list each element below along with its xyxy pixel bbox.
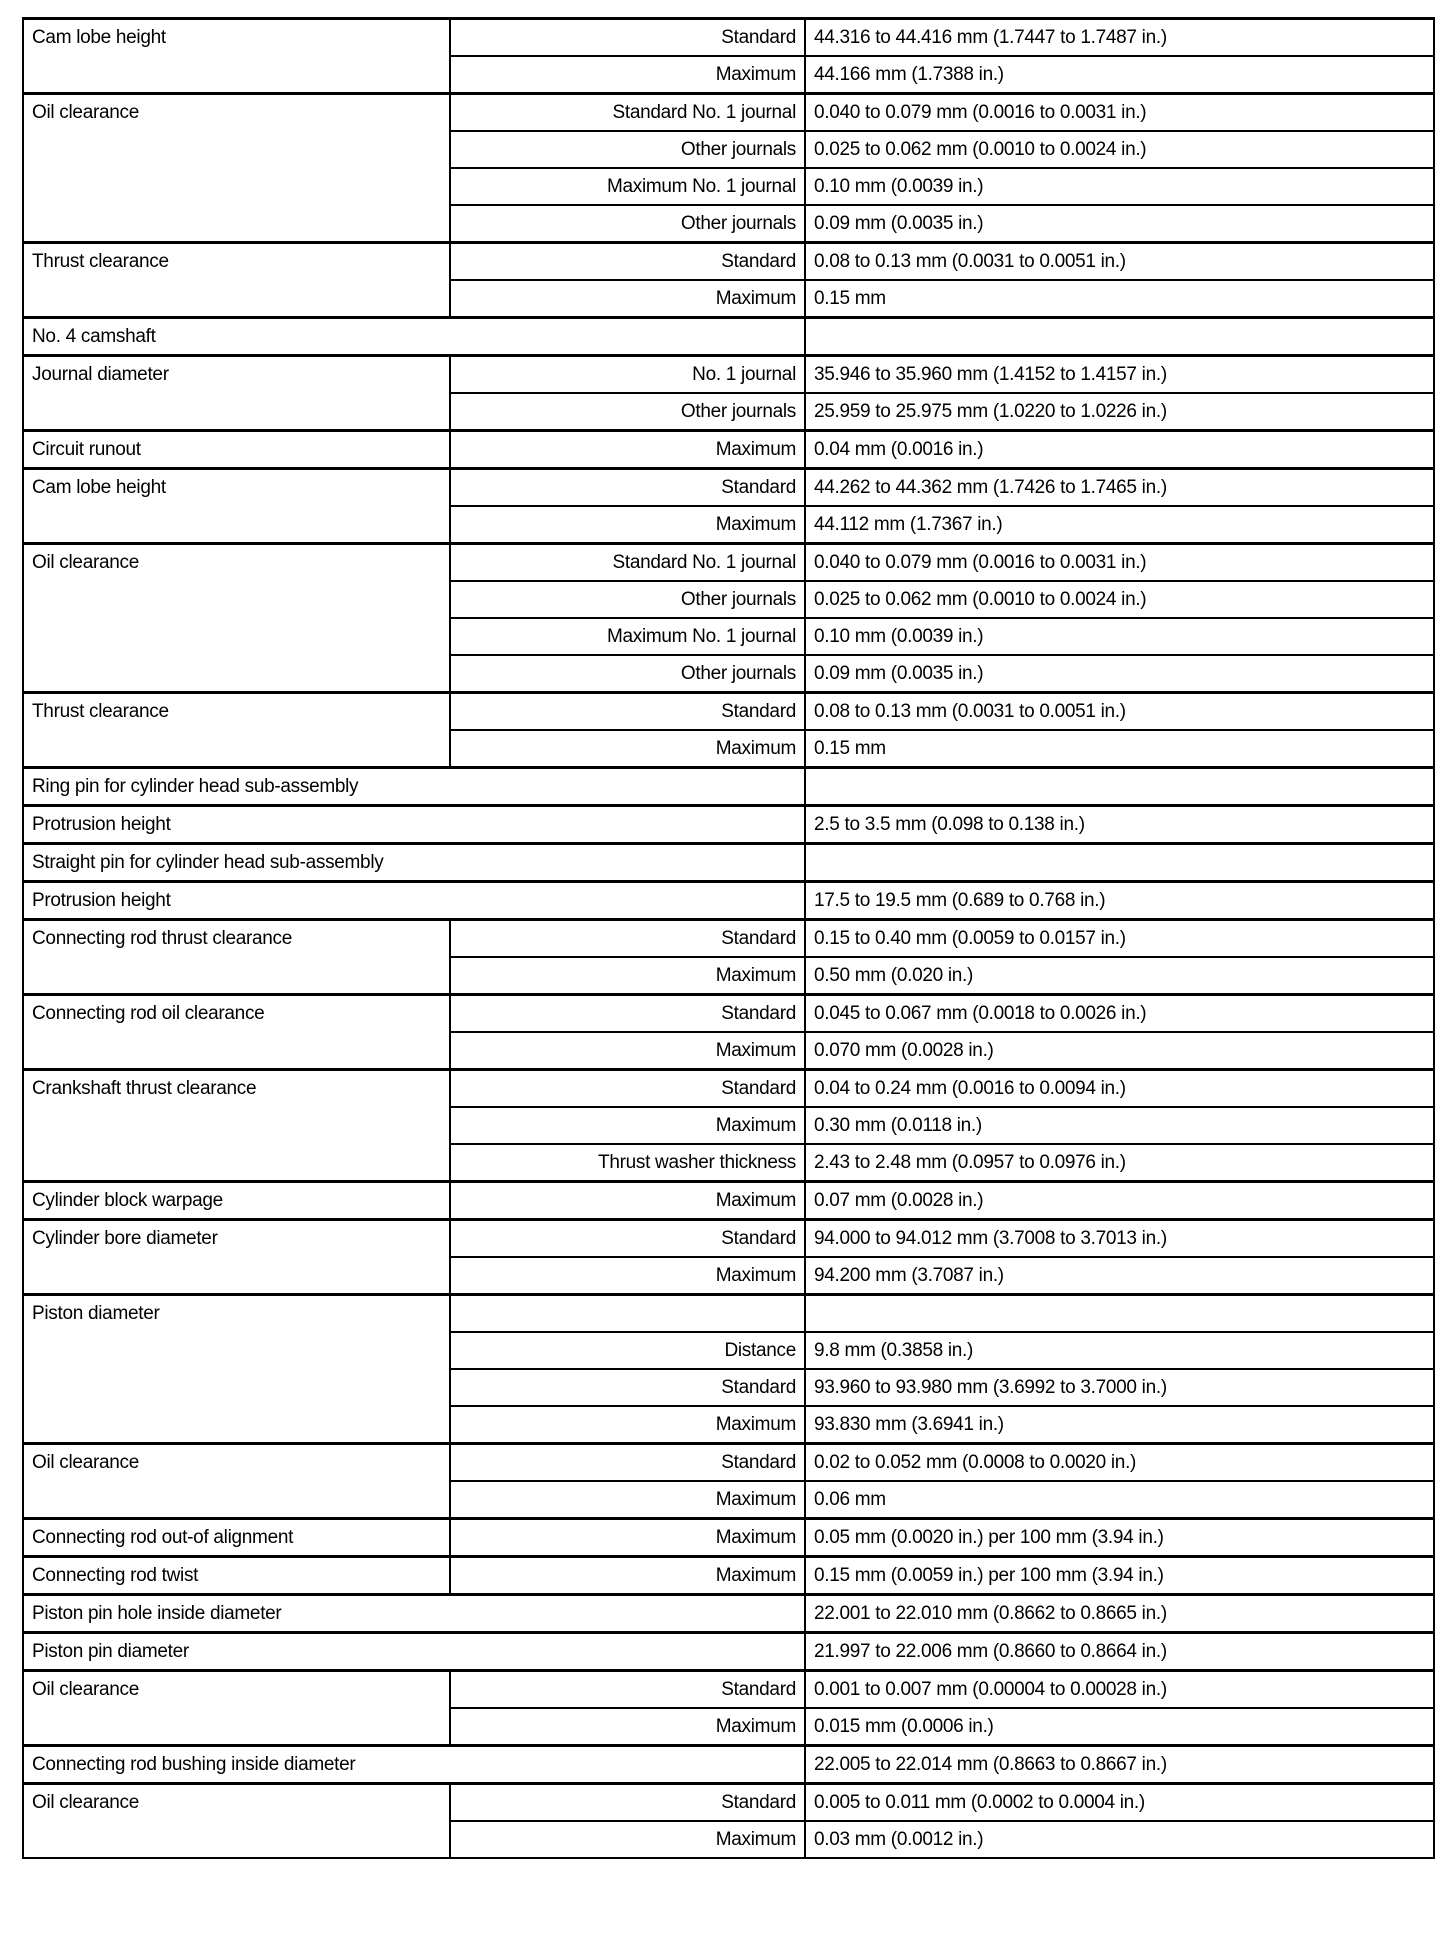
condition-label: Maximum (450, 280, 805, 318)
spec-value: 44.262 to 44.362 mm (1.7426 to 1.7465 in.) (805, 469, 1434, 507)
condition-label: No. 1 journal (450, 356, 805, 394)
spec-value: 0.09 mm (0.0035 in.) (805, 655, 1434, 693)
spec-value: 2.43 to 2.48 mm (0.0957 to 0.0976 in.) (805, 1144, 1434, 1182)
spec-value: 0.025 to 0.062 mm (0.0010 to 0.0024 in.) (805, 131, 1434, 168)
spec-value (805, 1295, 1434, 1333)
spec-value: 0.040 to 0.079 mm (0.0016 to 0.0031 in.) (805, 94, 1434, 132)
table-row (23, 1784, 1434, 1822)
spec-value: 35.946 to 35.960 mm (1.4152 to 1.4157 in.) (805, 356, 1434, 394)
table-row (23, 1295, 1434, 1333)
spec-value: 0.04 to 0.24 mm (0.0016 to 0.0094 in.) (805, 1070, 1434, 1108)
condition-label: Maximum (450, 431, 805, 469)
spec-value: 44.112 mm (1.7367 in.) (805, 506, 1434, 544)
spec-value: 93.960 to 93.980 mm (3.6992 to 3.7000 in.) (805, 1369, 1434, 1406)
table-row (23, 1746, 1434, 1784)
spec-value: 0.02 to 0.052 mm (0.0008 to 0.0020 in.) (805, 1444, 1434, 1482)
item-label: Cylinder block warpage (23, 1182, 450, 1220)
condition-label: Standard (450, 1070, 805, 1108)
item-label: Straight pin for cylinder head sub-assembly (23, 844, 805, 882)
item-label: Piston pin hole inside diameter (23, 1595, 805, 1633)
condition-label: Maximum (450, 56, 805, 94)
condition-label: Maximum (450, 1557, 805, 1595)
condition-label: Standard No. 1 journal (450, 544, 805, 582)
condition-label: Standard (450, 1671, 805, 1709)
item-label: Oil clearance (23, 1671, 450, 1746)
table-row (23, 94, 1434, 132)
spec-value: 22.001 to 22.010 mm (0.8662 to 0.8665 in.) (805, 1595, 1434, 1633)
condition-label: Maximum (450, 1032, 805, 1070)
table-row (23, 1182, 1434, 1220)
condition-label: Standard (450, 1784, 805, 1822)
item-label: Journal diameter (23, 356, 450, 431)
condition-label: Standard (450, 1220, 805, 1258)
item-label: Piston pin diameter (23, 1633, 805, 1671)
condition-label: Maximum (450, 1708, 805, 1746)
condition-label: Thrust washer thickness (450, 1144, 805, 1182)
table-row (23, 995, 1434, 1033)
item-label: Cylinder bore diameter (23, 1220, 450, 1295)
item-label: Thrust clearance (23, 243, 450, 318)
table-row (23, 806, 1434, 844)
spec-value: 0.04 mm (0.0016 in.) (805, 431, 1434, 469)
item-label: Thrust clearance (23, 693, 450, 768)
spec-value: 0.025 to 0.062 mm (0.0010 to 0.0024 in.) (805, 581, 1434, 618)
condition-label: Standard (450, 469, 805, 507)
condition-label: Maximum (450, 1519, 805, 1557)
condition-label: Maximum (450, 1821, 805, 1858)
condition-label (450, 1295, 805, 1333)
table-row (23, 920, 1434, 958)
table-row (23, 431, 1434, 469)
table-row (23, 1519, 1434, 1557)
condition-label: Standard (450, 920, 805, 958)
item-label: Connecting rod twist (23, 1557, 450, 1595)
spec-value: 9.8 mm (0.3858 in.) (805, 1332, 1434, 1369)
item-label: Cam lobe height (23, 19, 450, 94)
item-label: Connecting rod oil clearance (23, 995, 450, 1070)
condition-label: Other journals (450, 655, 805, 693)
condition-label: Maximum (450, 957, 805, 995)
table-row (23, 882, 1434, 920)
spec-value: 0.15 mm (805, 730, 1434, 768)
condition-label: Other journals (450, 131, 805, 168)
spec-value: 0.001 to 0.007 mm (0.00004 to 0.00028 in.) (805, 1671, 1434, 1709)
item-label: Oil clearance (23, 94, 450, 243)
table-row (23, 318, 1434, 356)
spec-value: 22.005 to 22.014 mm (0.8663 to 0.8667 in.) (805, 1746, 1434, 1784)
spec-value: 0.15 mm (805, 280, 1434, 318)
condition-label: Standard (450, 1444, 805, 1482)
spec-value: 93.830 mm (3.6941 in.) (805, 1406, 1434, 1444)
table-row (23, 1220, 1434, 1258)
condition-label: Standard (450, 693, 805, 731)
table-row (23, 19, 1434, 57)
spec-value: 0.040 to 0.079 mm (0.0016 to 0.0031 in.) (805, 544, 1434, 582)
specification-table-body (23, 19, 1434, 1859)
table-row (23, 469, 1434, 507)
table-row (23, 693, 1434, 731)
spec-value: 0.005 to 0.011 mm (0.0002 to 0.0004 in.) (805, 1784, 1434, 1822)
table-row (23, 356, 1434, 394)
spec-value: 0.03 mm (0.0012 in.) (805, 1821, 1434, 1858)
spec-value: 2.5 to 3.5 mm (0.098 to 0.138 in.) (805, 806, 1434, 844)
spec-value: 94.000 to 94.012 mm (3.7008 to 3.7013 in.) (805, 1220, 1434, 1258)
spec-value: 0.15 mm (0.0059 in.) per 100 mm (3.94 in.) (805, 1557, 1434, 1595)
item-label: Protrusion height (23, 882, 805, 920)
spec-value: 0.15 to 0.40 mm (0.0059 to 0.0157 in.) (805, 920, 1434, 958)
spec-value (805, 318, 1434, 356)
table-row (23, 1595, 1434, 1633)
spec-value: 0.10 mm (0.0039 in.) (805, 618, 1434, 655)
table-row (23, 768, 1434, 806)
spec-value: 94.200 mm (3.7087 in.) (805, 1257, 1434, 1295)
condition-label: Standard No. 1 journal (450, 94, 805, 132)
table-row (23, 844, 1434, 882)
table-row (23, 1070, 1434, 1108)
table-row (23, 1557, 1434, 1595)
item-label: Oil clearance (23, 544, 450, 693)
spec-value: 17.5 to 19.5 mm (0.689 to 0.768 in.) (805, 882, 1434, 920)
item-label: Protrusion height (23, 806, 805, 844)
item-label: Oil clearance (23, 1784, 450, 1859)
spec-value: 0.045 to 0.067 mm (0.0018 to 0.0026 in.) (805, 995, 1434, 1033)
condition-label: Maximum No. 1 journal (450, 168, 805, 205)
item-label: Crankshaft thrust clearance (23, 1070, 450, 1182)
spec-value (805, 844, 1434, 882)
spec-value: 0.05 mm (0.0020 in.) per 100 mm (3.94 in.) (805, 1519, 1434, 1557)
condition-label: Maximum No. 1 journal (450, 618, 805, 655)
spec-value: 21.997 to 22.006 mm (0.8660 to 0.8664 in.) (805, 1633, 1434, 1671)
specification-table (22, 17, 1435, 1859)
spec-value: 0.09 mm (0.0035 in.) (805, 205, 1434, 243)
item-label: Connecting rod bushing inside diameter (23, 1746, 805, 1784)
condition-label: Other journals (450, 393, 805, 431)
spec-value: 0.50 mm (0.020 in.) (805, 957, 1434, 995)
spec-value: 44.166 mm (1.7388 in.) (805, 56, 1434, 94)
condition-label: Standard (450, 243, 805, 281)
spec-value: 0.08 to 0.13 mm (0.0031 to 0.0051 in.) (805, 243, 1434, 281)
spec-value: 44.316 to 44.416 mm (1.7447 to 1.7487 in.) (805, 19, 1434, 57)
item-label: Piston diameter (23, 1295, 450, 1444)
item-label: Connecting rod out-of alignment (23, 1519, 450, 1557)
spec-value: 0.30 mm (0.0118 in.) (805, 1107, 1434, 1144)
table-row (23, 243, 1434, 281)
spec-value: 0.07 mm (0.0028 in.) (805, 1182, 1434, 1220)
condition-label: Maximum (450, 730, 805, 768)
spec-value: 0.070 mm (0.0028 in.) (805, 1032, 1434, 1070)
condition-label: Distance (450, 1332, 805, 1369)
condition-label: Maximum (450, 1257, 805, 1295)
item-label: Connecting rod thrust clearance (23, 920, 450, 995)
condition-label: Maximum (450, 1107, 805, 1144)
spec-value: 0.06 mm (805, 1481, 1434, 1519)
condition-label: Standard (450, 995, 805, 1033)
condition-label: Maximum (450, 1406, 805, 1444)
table-row (23, 1444, 1434, 1482)
spec-value (805, 768, 1434, 806)
condition-label: Standard (450, 1369, 805, 1406)
spec-value: 0.10 mm (0.0039 in.) (805, 168, 1434, 205)
condition-label: Other journals (450, 205, 805, 243)
condition-label: Standard (450, 19, 805, 57)
spec-value: 0.08 to 0.13 mm (0.0031 to 0.0051 in.) (805, 693, 1434, 731)
spec-value: 0.015 mm (0.0006 in.) (805, 1708, 1434, 1746)
table-row (23, 1633, 1434, 1671)
condition-label: Maximum (450, 506, 805, 544)
item-label: No. 4 camshaft (23, 318, 805, 356)
condition-label: Other journals (450, 581, 805, 618)
item-label: Circuit runout (23, 431, 450, 469)
condition-label: Maximum (450, 1481, 805, 1519)
item-label: Cam lobe height (23, 469, 450, 544)
table-row (23, 544, 1434, 582)
condition-label: Maximum (450, 1182, 805, 1220)
spec-value: 25.959 to 25.975 mm (1.0220 to 1.0226 in.) (805, 393, 1434, 431)
table-row (23, 1671, 1434, 1709)
item-label: Ring pin for cylinder head sub-assembly (23, 768, 805, 806)
item-label: Oil clearance (23, 1444, 450, 1519)
